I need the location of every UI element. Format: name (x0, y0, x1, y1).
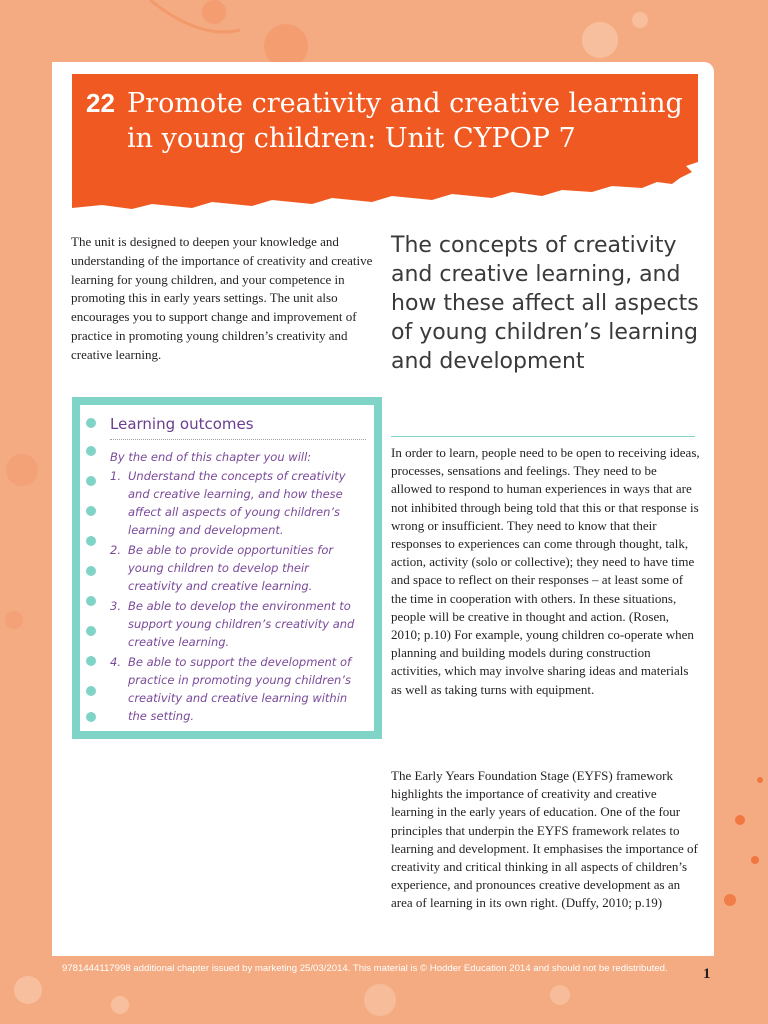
list-item-number: 3. (110, 599, 121, 613)
learning-outcomes-box (72, 397, 382, 739)
list-item-number: 2. (110, 543, 121, 557)
list-item (110, 597, 366, 651)
learning-outcomes-lead: By the end of this chapter you will: (110, 450, 312, 464)
learning-outcomes-list (110, 467, 366, 727)
body-paragraph: In order to learn, people need to be open to receiving ideas, processes, sensations and feelings. They need to be allowed to respond to human experiences in ways that are not inhibited through being told that this or that response is wrong or insufficient. They need to know that their responses to experiences can come through thought, talk, action, activity (solo or collective); they need to have time and space to reflect on their responses – at least some of the time in cooperation with others. In these situations, people will be creative in thought and action. (Rosen, 2010; p.10) For example, young children co-operate when planning and building models during construction activities, which may involve sharing ideas and materials as well as taking turns with equipment. (391, 445, 700, 697)
list-item (110, 541, 366, 595)
list-item-text: Understand the concepts of creativity and creative learning, and how these affect all aspects of young children’s learning and development. (128, 469, 346, 537)
list-item-text: Be able to provide opportunities for young children to develop their creativity and creative learning. (128, 543, 334, 593)
chapter-number: 22 (86, 88, 115, 118)
list-item (110, 653, 366, 725)
body-paragraph: The Early Years Foundation Stage (EYFS) framework highlights the importance of creativity and creative learning in the early years of education. One of the four principles that underpin the EYFS framework relates to learning and development. It emphasises the importance of creativity and critical thinking in all aspects of children’s experience, and pronounces creative development as an area of learning in its own right. (Duffy, 2010; p.19) (391, 768, 698, 911)
copyright-notice: 9781444117998 additional chapter issued by marketing 25/03/2014. This material is © Hodder Education 2014 and should not be redistributed. (62, 963, 668, 974)
learning-outcomes-panel (80, 405, 374, 731)
section-divider (391, 436, 695, 437)
binder-dots (80, 405, 100, 731)
list-item-number: 1. (110, 469, 121, 483)
list-item-text: Be able to support the development of practice in promoting young children’s creativity and creative learning within the setting. (128, 655, 352, 723)
title-divider (110, 439, 366, 440)
list-item-text: Be able to develop the environment to support young children’s creativity and creative learning. (128, 599, 355, 649)
learning-outcomes-title: Learning outcomes (110, 415, 254, 433)
page-number: 1 (703, 966, 711, 982)
list-item (110, 467, 366, 539)
list-item-number: 4. (110, 655, 121, 669)
chapter-banner (72, 74, 698, 210)
chapter-title: Promote creativity and creative learning in young children: Unit CYPOP 7 (127, 88, 683, 154)
intro-paragraph: The unit is designed to deepen your knowledge and understanding of the importance of creativity and creative learning for young children, and your competence in promoting this in early years settings. The unit also encourages you to support change and improvement of practice in promoting young children’s creativity and creative learning. (71, 234, 373, 362)
section-heading: The concepts of creativity and creative learning, and how these affect all aspects of young children’s learning and development (391, 233, 699, 374)
